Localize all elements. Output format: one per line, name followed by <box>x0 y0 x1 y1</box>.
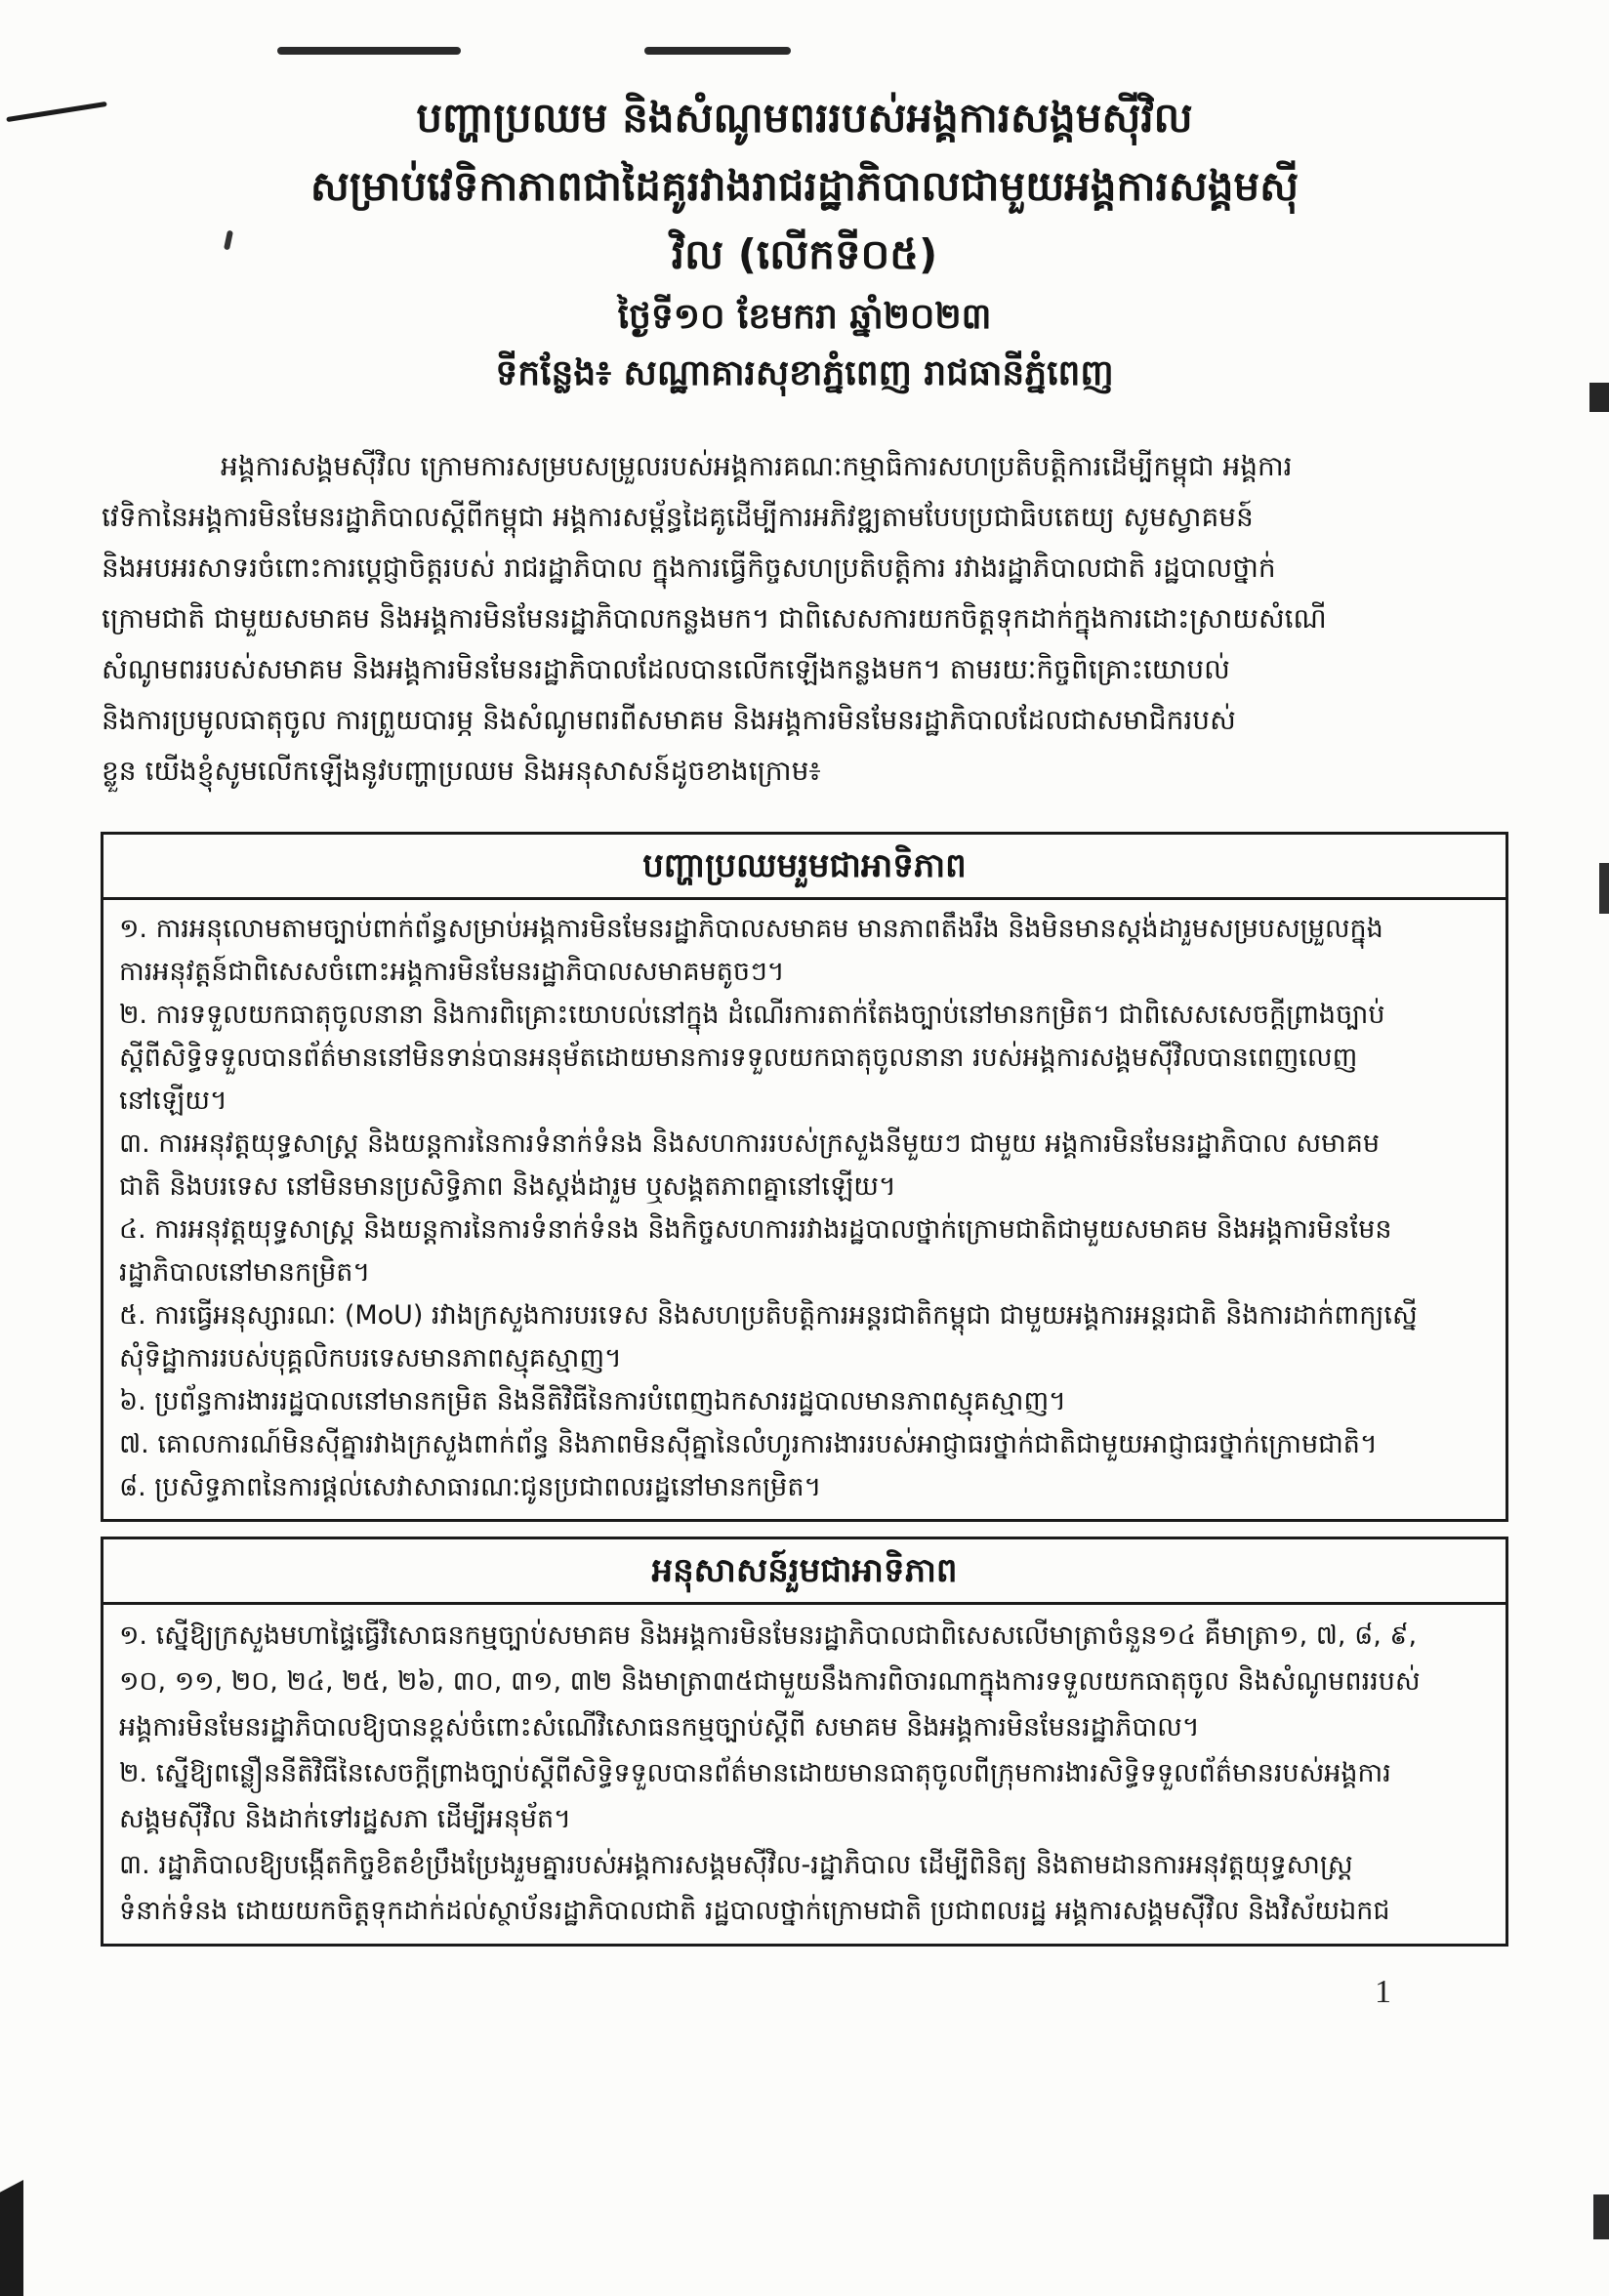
challenge-line: ជាតិ និងបរទេស នៅមិនមានប្រសិទ្ធិភាព និងស្ដង់ដារួម ឬសង្គតភាពគ្នានៅឡើយ។ <box>119 1171 896 1202</box>
challenge-line: ៧. គោលការណ៍មិនស៊ីគ្នារវាងក្រសួងពាក់ព័ន្ធ និងភាពមិនស៊ីគ្នានៃលំហូរការងាររបស់អាជ្ញាធរថ្នាក់ជាតិជាមួយអាជ្ញាធរថ្នាក់ក្រោមជាតិ។ <box>119 1429 1378 1459</box>
challenge-line: នៅឡើយ។ <box>119 1086 227 1116</box>
scan-artifact-corner-mark <box>1593 2194 1609 2239</box>
recommendation-line: ២. ស្នើឱ្យពន្លឿននីតិវិធីនៃសេចក្ដីព្រាងច្បាប់ស្ដីពីសិទ្ធិទទួលបានព័ត៌មានដោយមានធាតុចូលពីក្រុមការងារសិទ្ធិទទួលព័ត៌មានរបស់អង្គការ <box>119 1758 1391 1788</box>
intro-line: ក្រោមជាតិ ជាមួយសមាគម និងអង្គការមិនមែនរដ្ឋាភិបាលកន្លងមក។ ជាពិសេសការយកចិត្តទុកដាក់ក្នុងការដោះស្រាយសំណើ <box>102 602 1327 635</box>
recommendation-line: ១០, ១១, ២០, ២៤, ២៥, ២៦, ៣០, ៣១, ៣២ និងមាត្រា៣៥ជាមួយនឹងការពិចារណាក្នុងការទទួលយកធាតុចូល និងសំណូមពររបស់ <box>119 1666 1421 1697</box>
intro-line: វេទិកានៃអង្គការមិនមែនរដ្ឋាភិបាលស្ដីពីកម្ពុជា អង្គការសម្ព័ន្ធដៃគូដើម្បីការអភិវឌ្ឍតាមបែបប្រជាធិបតេយ្យ សូមស្វាគមន៍ <box>102 501 1254 533</box>
challenge-line: ៣. ការអនុវត្តយុទ្ធសាស្ត្រ និងយន្តការនៃការទំនាក់ទំនង និងសហការរបស់ក្រសួងនីមួយៗ ជាមួយ អង្គការមិនមែនរដ្ឋាភិបាល សមាគម <box>119 1128 1381 1159</box>
intro-line: ខ្លួន យើងខ្ញុំសូមលើកឡើងនូវបញ្ហាប្រឈម និងអនុសាសន៍ដូចខាងក្រោម៖ <box>102 755 821 787</box>
intro-paragraph <box>102 441 1509 797</box>
title-line: វិល (លើកទី០៥) <box>671 230 938 278</box>
challenge-line: ៥. ការធ្វើអនុស្សារណៈ (MoU) រវាងក្រសួងការបរទេស និងសហប្រតិបត្តិការអន្តរជាតិកម្ពុជា ជាមួយអង្គការអន្តរជាតិ និងការដាក់ពាក្យស្នើ <box>119 1300 1418 1331</box>
scan-artifact-pen-mark <box>6 102 107 122</box>
recommendation-line: ទំនាក់ទំនង ដោយយកចិត្តទុកដាក់ដល់ស្ថាប័នរដ្ឋាភិបាលជាតិ រដ្ឋបាលថ្នាក់ក្រោមជាតិ ប្រជាពលរដ្ឋ អង្គការសង្គមស៊ីវិល និងវិស័យឯកជ <box>119 1896 1390 1926</box>
scan-artifact-corner-mark <box>0 2180 23 2296</box>
challenge-line: ៦. ប្រព័ន្ធការងាររដ្ឋបាលនៅមានកម្រិត និងនីតិវិធីនៃការបំពេញឯកសាររដ្ឋបាលមានភាពស្មុគស្មាញ។ <box>119 1386 1066 1416</box>
recommendation-line: អង្គការមិនមែនរដ្ឋាភិបាលឱ្យបានខ្ពស់ចំពោះសំណើវិសោធនកម្មច្បាប់ស្ដីពី សមាគម និងអង្គការមិនមែនរដ្ឋាភិបាល។ <box>119 1712 1200 1742</box>
intro-line: អង្គការសង្គមស៊ីវិល ក្រោមការសម្របសម្រួលរបស់អង្គការគណៈកម្មាធិការសហប្រតិបត្តិការដើម្បីកម្ពុជា អង្គការ <box>221 450 1293 482</box>
challenges-section-body <box>103 900 1506 1519</box>
challenge-line: សុំទិដ្ឋាការរបស់បុគ្គលិកបរទេសមានភាពស្មុគស្មាញ។ <box>119 1343 622 1374</box>
recommendation-line: សង្គមស៊ីវិល និងដាក់ទៅរដ្ឋសភា ដើម្បីអនុម័ត។ <box>119 1804 571 1834</box>
intro-line: និងការប្រមូលធាតុចូល ការព្រួយបារម្ភ និងសំណូមពរពីសមាគម និងអង្គការមិនមែនរដ្ឋាភិបាលដែលជាសមាជិករបស់ <box>102 704 1236 736</box>
challenge-line: ៤. ការអនុវត្តយុទ្ធសាស្ត្រ និងយន្តការនៃការទំនាក់ទំនង និងកិច្ចសហការរវាងរដ្ឋបាលថ្នាក់ក្រោមជាតិជាមួយសមាគម និងអង្គការមិនមែន <box>119 1214 1392 1245</box>
recommendation-line: ៣. រដ្ឋាភិបាលឱ្យបង្កើតកិច្ចខិតខំប្រឹងប្រែងរួមគ្នារបស់អង្គការសង្គមស៊ីវិល-រដ្ឋាភិបាល ដើម្បីពិនិត្យ និងតាមដានការអនុវត្តយុទ្ធសាស្ត្រ <box>119 1850 1353 1880</box>
challenge-line: ១. ការអនុលោមតាមច្បាប់ពាក់ព័ន្ធសម្រាប់អង្គការមិនមែនរដ្ឋាភិបាលសមាគម មានភាពតឹងរឹង និងមិនមានស្ដង់ដារួមសម្របសម្រួលក្នុង <box>119 914 1383 944</box>
recommendations-section-body <box>103 1605 1506 1944</box>
challenge-line: ការអនុវត្តន៍ជាពិសេសចំពោះអង្គការមិនមែនរដ្ឋាភិបាលសមាគមតូចៗ។ <box>119 957 785 987</box>
scan-artifact-edge-mark <box>1599 863 1609 914</box>
scan-artifact-top-streak <box>277 47 461 55</box>
document-title-block <box>146 84 1463 402</box>
title-line: សម្រាប់វេទិកាភាពជាដៃគូរវាងរាជរដ្ឋាភិបាលជាមួយអង្គការសង្គមស៊ី <box>309 162 1300 210</box>
scan-artifact-edge-mark <box>1589 383 1609 412</box>
intro-line: និងអបអរសាទរចំពោះការប្ដេជ្ញាចិត្តរបស់ រាជរដ្ឋាភិបាល ក្នុងការធ្វើកិច្ចសហប្រតិបត្តិការ រវាងរដ្ឋាភិបាលជាតិ រដ្ឋបាលថ្នាក់ <box>102 552 1276 584</box>
challenge-line: ២. ការទទួលយកធាតុចូលនានា និងការពិគ្រោះយោបល់នៅក្នុង ដំណើរការតាក់តែងច្បាប់នៅមានកម្រិត។ ជាពិសេសសេចក្ដីព្រាងច្បាប់ <box>119 1000 1385 1030</box>
recommendation-line: ១. ស្នើឱ្យក្រសួងមហាផ្ទៃធ្វើវិសោធនកម្មច្បាប់សមាគម និងអង្គការមិនមែនរដ្ឋាភិបាលជាពិសេសលើមាត្រាចំនួន១៤ គឺមាត្រា១, ៧, ៨, ៩, <box>119 1620 1418 1651</box>
page-number: 1 <box>1375 1974 1391 2010</box>
intro-line: សំណូមពររបស់សមាគម និងអង្គការមិនមែនរដ្ឋាភិបាលដែលបានលើកឡើងកន្លងមក។ តាមរយៈកិច្ចពិគ្រោះយោបល់ <box>102 653 1230 685</box>
challenge-line: ស្ដីពីសិទ្ធិទទួលបានព័ត៌មាននៅមិនទាន់បានអនុម័តដោយមានការទទួលយកធាតុចូលនានា របស់អង្គការសង្គមស៊ីវិលបានពេញលេញ <box>119 1043 1358 1073</box>
challenges-section <box>101 832 1508 1522</box>
title-line: បញ្ហាប្រឈម និងសំណូមពររបស់អង្គការសង្គមស៊ីវិល <box>416 94 1193 142</box>
challenge-line: រដ្ឋាភិបាលនៅមានកម្រិត។ <box>119 1257 371 1288</box>
recommendations-section-header: អនុសាសន៍រួមជាអាទិភាព <box>103 1539 1506 1605</box>
challenges-section-header: បញ្ហាប្រឈមរួមជាអាទិភាព <box>103 835 1506 900</box>
event-date-line: ថ្ងៃទី១០ ខែមករា ឆ្នាំ២០២៣ <box>617 297 992 337</box>
event-location-line: ទីកន្លែង៖ សណ្ឋាគារសុខាភ្នំពេញ រាជធានីភ្នំពេញ <box>495 353 1114 393</box>
challenge-line: ៨. ប្រសិទ្ធភាពនៃការផ្ដល់សេវាសាធារណៈជូនប្រជាពលរដ្ឋនៅមានកម្រិត។ <box>119 1472 822 1502</box>
recommendations-section <box>101 1537 1508 1947</box>
scan-artifact-top-streak <box>644 47 791 55</box>
